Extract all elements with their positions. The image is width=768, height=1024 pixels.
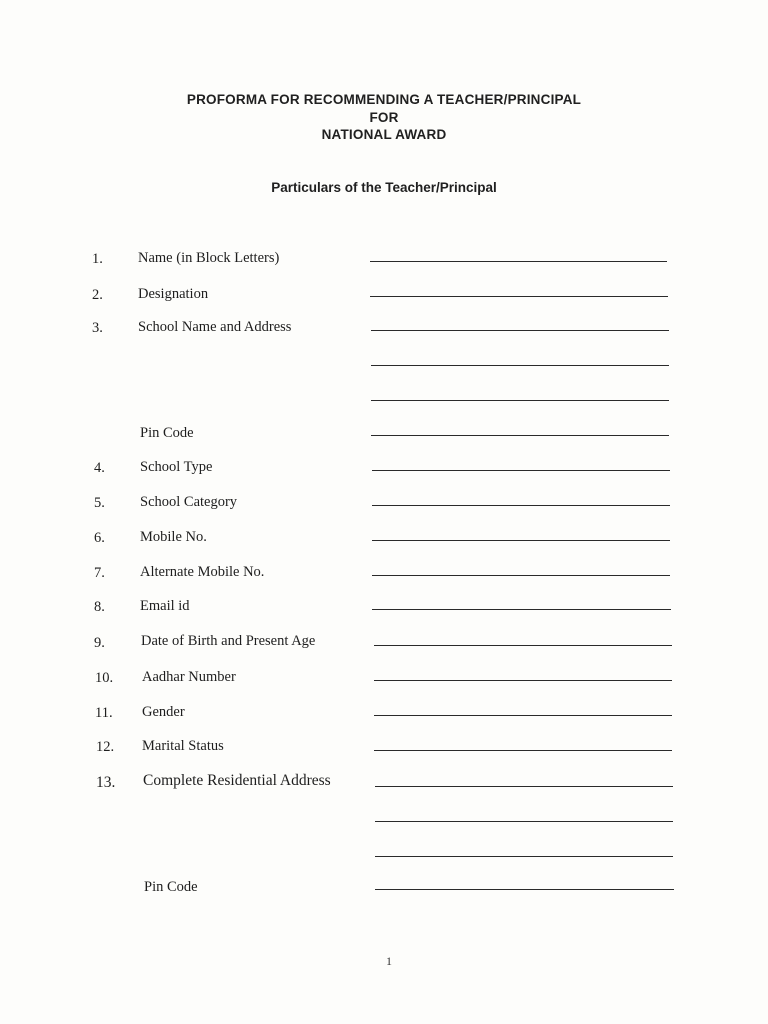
field-label-school-category: School Category (140, 494, 238, 510)
field-number: 8. (94, 599, 105, 615)
section-subheading: Particulars of the Teacher/Principal (271, 180, 497, 195)
field-label-marital-status: Marital Status (142, 738, 224, 754)
form-title-line-1: PROFORMA FOR RECOMMENDING A TEACHER/PRINCIPAL (186, 92, 582, 107)
field-label-mobile-no: Mobile No. (140, 529, 207, 545)
field-line-aadhar-number[interactable] (374, 680, 672, 681)
field-number: 12. (96, 739, 115, 755)
field-line-residential-pin-code[interactable] (375, 889, 674, 890)
field-line-marital-status[interactable] (374, 750, 672, 751)
field-line-gender[interactable] (374, 715, 672, 716)
field-label-designation: Designation (138, 286, 209, 302)
field-line-name[interactable] (370, 261, 667, 262)
field-number: 10. (95, 670, 114, 686)
field-line-designation[interactable] (370, 296, 668, 297)
field-line-school-address-1[interactable] (371, 330, 669, 331)
field-label-name: Name (in Block Letters) (138, 250, 280, 266)
field-line-school-address-2[interactable] (371, 365, 669, 366)
field-number: 7. (94, 565, 105, 581)
field-line-residential-address-3[interactable] (375, 856, 673, 857)
field-number: 1. (92, 251, 103, 267)
field-label-alternate-mobile-no: Alternate Mobile No. (140, 564, 265, 580)
page-number: 1 (386, 954, 392, 968)
field-line-residential-address-1[interactable] (375, 786, 673, 787)
field-number: 9. (94, 635, 105, 651)
field-label-school-pin-code: Pin Code (140, 425, 194, 441)
field-label-school-type: School Type (140, 459, 213, 475)
field-line-mobile-no[interactable] (372, 540, 670, 541)
field-number: 6. (94, 530, 105, 546)
field-line-alternate-mobile-no[interactable] (372, 575, 670, 576)
field-label-aadhar-number: Aadhar Number (142, 669, 236, 685)
field-line-residential-address-2[interactable] (375, 821, 673, 822)
field-line-date-of-birth-age[interactable] (374, 645, 672, 646)
field-number: 5. (94, 495, 105, 511)
field-number: 2. (92, 287, 103, 303)
field-line-school-type[interactable] (372, 470, 670, 471)
field-label-residential-address: Complete Residential Address (143, 772, 331, 789)
form-title-line-3: NATIONAL AWARD (321, 127, 447, 142)
field-label-school-name-address: School Name and Address (138, 319, 292, 335)
field-line-email-id[interactable] (372, 609, 671, 610)
field-label-residential-pin-code: Pin Code (144, 879, 198, 895)
form-title-line-2: FOR (369, 110, 399, 125)
field-label-date-of-birth-age: Date of Birth and Present Age (141, 633, 316, 649)
field-label-gender: Gender (142, 704, 185, 720)
field-label-email-id: Email id (140, 598, 190, 614)
field-line-school-category[interactable] (372, 505, 670, 506)
field-line-school-pin-code[interactable] (371, 435, 669, 436)
field-number: 4. (94, 460, 105, 476)
field-number: 13. (96, 774, 116, 791)
field-number: 3. (92, 320, 103, 336)
field-line-school-address-3[interactable] (371, 400, 669, 401)
field-number: 11. (95, 705, 113, 721)
